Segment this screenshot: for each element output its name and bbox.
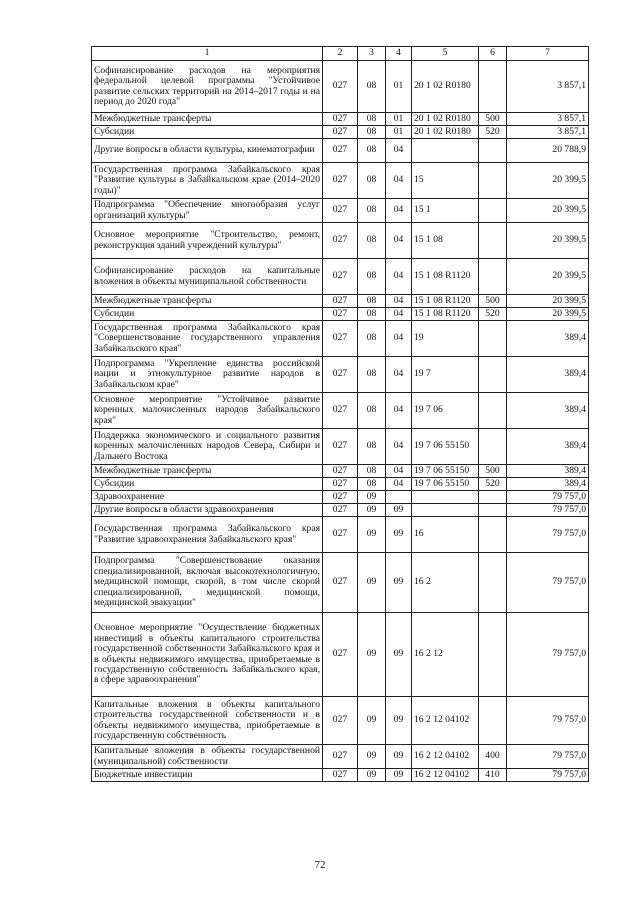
- cell-target-code: 19 7: [412, 357, 479, 393]
- table-row: [92, 613, 589, 697]
- cell-section: 08: [358, 478, 386, 491]
- table-row: [92, 553, 589, 613]
- cell-expense-type: 520: [479, 308, 507, 321]
- cell-target-code: 19 7 06 55150: [412, 478, 479, 491]
- table-row: [92, 504, 589, 517]
- table-row: [92, 393, 589, 429]
- cell-target-code: 15 1 08 R1120: [412, 308, 479, 321]
- cell-amount: 389,4: [507, 465, 589, 478]
- cell-section: 08: [358, 465, 386, 478]
- cell-section: 08: [358, 223, 386, 259]
- cell-grbs: 027: [323, 745, 358, 769]
- cell-target-code: [412, 491, 479, 504]
- row-name: Подпрограмма "Укрепление единства российской нации и этнокультурное развитие народов в Забайкальском крае": [92, 357, 323, 393]
- cell-amount: 389,4: [507, 393, 589, 429]
- cell-target-code: 15 1 08: [412, 223, 479, 259]
- cell-target-code: 16 2 12 04102: [412, 745, 479, 769]
- cell-expense-type: [479, 223, 507, 259]
- cell-amount: 20 399,5: [507, 163, 589, 199]
- cell-subsection: 04: [386, 321, 412, 357]
- column-header: 6: [479, 47, 507, 61]
- table-row: [92, 259, 589, 295]
- cell-target-code: 16 2: [412, 553, 479, 613]
- table-row: [92, 139, 589, 163]
- cell-expense-type: 500: [479, 295, 507, 308]
- cell-subsection: 09: [386, 517, 412, 553]
- cell-section: 09: [358, 613, 386, 697]
- table-row: [92, 429, 589, 465]
- cell-expense-type: [479, 61, 507, 113]
- cell-amount: 79 757,0: [507, 697, 589, 745]
- cell-expense-type: 400: [479, 745, 507, 769]
- cell-subsection: 04: [386, 295, 412, 308]
- table-row: [92, 61, 589, 113]
- cell-grbs: 027: [323, 139, 358, 163]
- cell-subsection: 04: [386, 357, 412, 393]
- cell-section: 09: [358, 517, 386, 553]
- cell-expense-type: [479, 199, 507, 223]
- table-row: [92, 126, 589, 139]
- cell-grbs: 027: [323, 223, 358, 259]
- cell-subsection: 04: [386, 259, 412, 295]
- cell-expense-type: [479, 429, 507, 465]
- row-name: Здравоохранение: [92, 491, 323, 504]
- cell-grbs: 027: [323, 308, 358, 321]
- cell-grbs: 027: [323, 295, 358, 308]
- column-header: 1: [92, 47, 323, 61]
- cell-subsection: 04: [386, 199, 412, 223]
- table-row: [92, 321, 589, 357]
- cell-expense-type: 500: [479, 113, 507, 126]
- cell-subsection: 04: [386, 139, 412, 163]
- cell-amount: 79 757,0: [507, 553, 589, 613]
- table-row: [92, 308, 589, 321]
- cell-grbs: 027: [323, 357, 358, 393]
- cell-target-code: [412, 504, 479, 517]
- cell-subsection: 04: [386, 478, 412, 491]
- cell-amount: 389,4: [507, 321, 589, 357]
- cell-grbs: 027: [323, 126, 358, 139]
- cell-target-code: 16 2 12 04102: [412, 769, 479, 782]
- row-name: Основное мероприятие "Устойчивое развитие коренных малочисленных народов Забайкальского края": [92, 393, 323, 429]
- column-header: 5: [412, 47, 479, 61]
- row-name: Государственная программа Забайкальского края "Совершенствование государственного управления Забайкальского края": [92, 321, 323, 357]
- cell-target-code: 16: [412, 517, 479, 553]
- cell-amount: 3 857,1: [507, 126, 589, 139]
- cell-amount: 389,4: [507, 357, 589, 393]
- cell-subsection: 09: [386, 697, 412, 745]
- cell-target-code: 15: [412, 163, 479, 199]
- cell-expense-type: [479, 504, 507, 517]
- row-name: Поддержка экономического и социального развития коренных малочисленных народов Севера, Сибири и Дальнего Востока: [92, 429, 323, 465]
- cell-section: 08: [358, 295, 386, 308]
- cell-amount: 20 399,5: [507, 199, 589, 223]
- cell-section: 09: [358, 769, 386, 782]
- cell-amount: 20 399,5: [507, 259, 589, 295]
- table-row: [92, 697, 589, 745]
- column-header: 7: [507, 47, 589, 61]
- header-row: [92, 47, 589, 61]
- cell-amount: 389,4: [507, 429, 589, 465]
- cell-amount: 3 857,1: [507, 113, 589, 126]
- cell-section: 08: [358, 259, 386, 295]
- cell-target-code: 16 2 12: [412, 613, 479, 697]
- cell-expense-type: [479, 357, 507, 393]
- cell-target-code: [412, 139, 479, 163]
- cell-amount: 3 857,1: [507, 61, 589, 113]
- cell-section: 08: [358, 139, 386, 163]
- column-header: 3: [358, 47, 386, 61]
- cell-section: 08: [358, 308, 386, 321]
- cell-target-code: 16 2 12 04102: [412, 697, 479, 745]
- cell-grbs: 027: [323, 199, 358, 223]
- row-name: Софинансирование расходов на мероприятия федеральной целевой программы "Устойчивое развитие сельских территорий на 2014–2017 годы и на период до 2020 года": [92, 61, 323, 113]
- cell-expense-type: 500: [479, 465, 507, 478]
- row-name: Капитальные вложения в объекты государственной (муниципальной) собственности: [92, 745, 323, 769]
- cell-section: 08: [358, 429, 386, 465]
- table-row: [92, 199, 589, 223]
- cell-grbs: 027: [323, 769, 358, 782]
- row-name: Субсидии: [92, 308, 323, 321]
- table-body: [92, 61, 589, 782]
- cell-target-code: 15 1 08 R1120: [412, 295, 479, 308]
- cell-target-code: 19 7 06: [412, 393, 479, 429]
- page-number: 72: [314, 859, 326, 871]
- cell-target-code: 19 7 06 55150: [412, 429, 479, 465]
- table-row: [92, 113, 589, 126]
- cell-subsection: 04: [386, 308, 412, 321]
- cell-amount: 79 757,0: [507, 504, 589, 517]
- cell-grbs: 027: [323, 697, 358, 745]
- cell-expense-type: 520: [479, 478, 507, 491]
- cell-expense-type: [479, 163, 507, 199]
- cell-subsection: 04: [386, 223, 412, 259]
- cell-section: 08: [358, 163, 386, 199]
- cell-expense-type: 410: [479, 769, 507, 782]
- cell-grbs: 027: [323, 613, 358, 697]
- cell-expense-type: [479, 697, 507, 745]
- cell-amount: 20 399,5: [507, 223, 589, 259]
- cell-subsection: 09: [386, 504, 412, 517]
- row-name: Другие вопросы в области здравоохранения: [92, 504, 323, 517]
- row-name: Субсидии: [92, 478, 323, 491]
- cell-subsection: 09: [386, 745, 412, 769]
- cell-subsection: 09: [386, 613, 412, 697]
- cell-section: 09: [358, 504, 386, 517]
- column-header: 2: [323, 47, 358, 61]
- cell-expense-type: [479, 613, 507, 697]
- cell-section: 09: [358, 491, 386, 504]
- cell-grbs: 027: [323, 491, 358, 504]
- cell-target-code: 19: [412, 321, 479, 357]
- cell-subsection: 01: [386, 113, 412, 126]
- cell-amount: 20 399,5: [507, 308, 589, 321]
- cell-amount: 79 757,0: [507, 745, 589, 769]
- cell-target-code: 15 1: [412, 199, 479, 223]
- table-row: [92, 517, 589, 553]
- cell-expense-type: [479, 139, 507, 163]
- table-row: [92, 478, 589, 491]
- cell-target-code: 15 1 08 R1120: [412, 259, 479, 295]
- row-name: Межбюджетные трансферты: [92, 465, 323, 478]
- table-row: [92, 357, 589, 393]
- cell-section: 09: [358, 697, 386, 745]
- cell-expense-type: [479, 553, 507, 613]
- cell-amount: 20 399,5: [507, 295, 589, 308]
- row-name: Другие вопросы в области культуры, кинематографии: [92, 139, 323, 163]
- cell-grbs: 027: [323, 321, 358, 357]
- row-name: Основное мероприятие "Строительство, ремонт, реконструкция зданий учреждений культуры": [92, 223, 323, 259]
- row-name: Подпрограмма "Обеспечение многообразия услуг организаций культуры": [92, 199, 323, 223]
- cell-grbs: 027: [323, 259, 358, 295]
- cell-target-code: 20 1 02 R0180: [412, 113, 479, 126]
- row-name: Межбюджетные трансферты: [92, 295, 323, 308]
- cell-section: 09: [358, 553, 386, 613]
- column-header: 4: [386, 47, 412, 61]
- row-name: Основное мероприятие "Осуществление бюджетных инвестиций в объекты капитального строительства государственной собственности Забайкальского края и в объекты недвижимого имущества, приобретаемые в государственную собственность Забайкальского края, в сфере здравоохранения": [92, 613, 323, 697]
- cell-amount: 79 757,0: [507, 613, 589, 697]
- row-name: Государственная программа Забайкальского края "Развитие здравоохранения Забайкальского края": [92, 517, 323, 553]
- cell-target-code: 20 1 02 R0180: [412, 61, 479, 113]
- cell-grbs: 027: [323, 517, 358, 553]
- cell-grbs: 027: [323, 61, 358, 113]
- row-name: Подпрограмма "Совершенствование оказания специализированной, включая высокотехнологичную, медицинской помощи, скорой, в том числе скорой специализированной, медицинской помощи, медицинской эвакуации": [92, 553, 323, 613]
- cell-subsection: 04: [386, 429, 412, 465]
- table-row: [92, 163, 589, 199]
- cell-section: 08: [358, 113, 386, 126]
- cell-subsection: 04: [386, 393, 412, 429]
- cell-expense-type: [479, 393, 507, 429]
- cell-amount: 389,4: [507, 478, 589, 491]
- cell-grbs: 027: [323, 478, 358, 491]
- cell-section: 08: [358, 357, 386, 393]
- table-row: [92, 769, 589, 782]
- cell-amount: 20 788,9: [507, 139, 589, 163]
- row-name: Межбюджетные трансферты: [92, 113, 323, 126]
- cell-subsection: 01: [386, 61, 412, 113]
- table-row: [92, 223, 589, 259]
- cell-amount: 79 757,0: [507, 517, 589, 553]
- cell-grbs: 027: [323, 163, 358, 199]
- cell-amount: 79 757,0: [507, 491, 589, 504]
- cell-expense-type: 520: [479, 126, 507, 139]
- cell-section: 08: [358, 126, 386, 139]
- cell-grbs: 027: [323, 465, 358, 478]
- table-row: [92, 295, 589, 308]
- cell-subsection: 01: [386, 126, 412, 139]
- cell-grbs: 027: [323, 504, 358, 517]
- cell-subsection: 09: [386, 769, 412, 782]
- row-name: Капитальные вложения в объекты капитального строительства государственной собственности и в объекты недвижимого имущества, приобретаемые в государственную собственность: [92, 697, 323, 745]
- cell-subsection: 04: [386, 163, 412, 199]
- cell-expense-type: [479, 491, 507, 504]
- cell-section: 08: [358, 393, 386, 429]
- table-row: [92, 745, 589, 769]
- cell-target-code: 19 7 06 55150: [412, 465, 479, 478]
- cell-section: 08: [358, 61, 386, 113]
- cell-grbs: 027: [323, 393, 358, 429]
- row-name: Бюджетные инвестиции: [92, 769, 323, 782]
- cell-section: 08: [358, 321, 386, 357]
- cell-target-code: 20 1 02 R0180: [412, 126, 479, 139]
- budget-table: [91, 46, 589, 782]
- cell-section: 08: [358, 199, 386, 223]
- cell-section: 09: [358, 745, 386, 769]
- cell-expense-type: [479, 517, 507, 553]
- table-row: [92, 491, 589, 504]
- cell-subsection: [386, 491, 412, 504]
- cell-expense-type: [479, 321, 507, 357]
- cell-grbs: 027: [323, 553, 358, 613]
- cell-grbs: 027: [323, 429, 358, 465]
- cell-expense-type: [479, 259, 507, 295]
- table-row: [92, 465, 589, 478]
- cell-subsection: 04: [386, 465, 412, 478]
- cell-subsection: 09: [386, 553, 412, 613]
- row-name: Софинансирование расходов на капитальные вложения в объекты муниципальной собственности: [92, 259, 323, 295]
- cell-amount: 79 757,0: [507, 769, 589, 782]
- cell-grbs: 027: [323, 113, 358, 126]
- row-name: Государственная программа Забайкальского края "Развитие культуры в Забайкальском крае (2014–2020 годы)": [92, 163, 323, 199]
- row-name: Субсидии: [92, 126, 323, 139]
